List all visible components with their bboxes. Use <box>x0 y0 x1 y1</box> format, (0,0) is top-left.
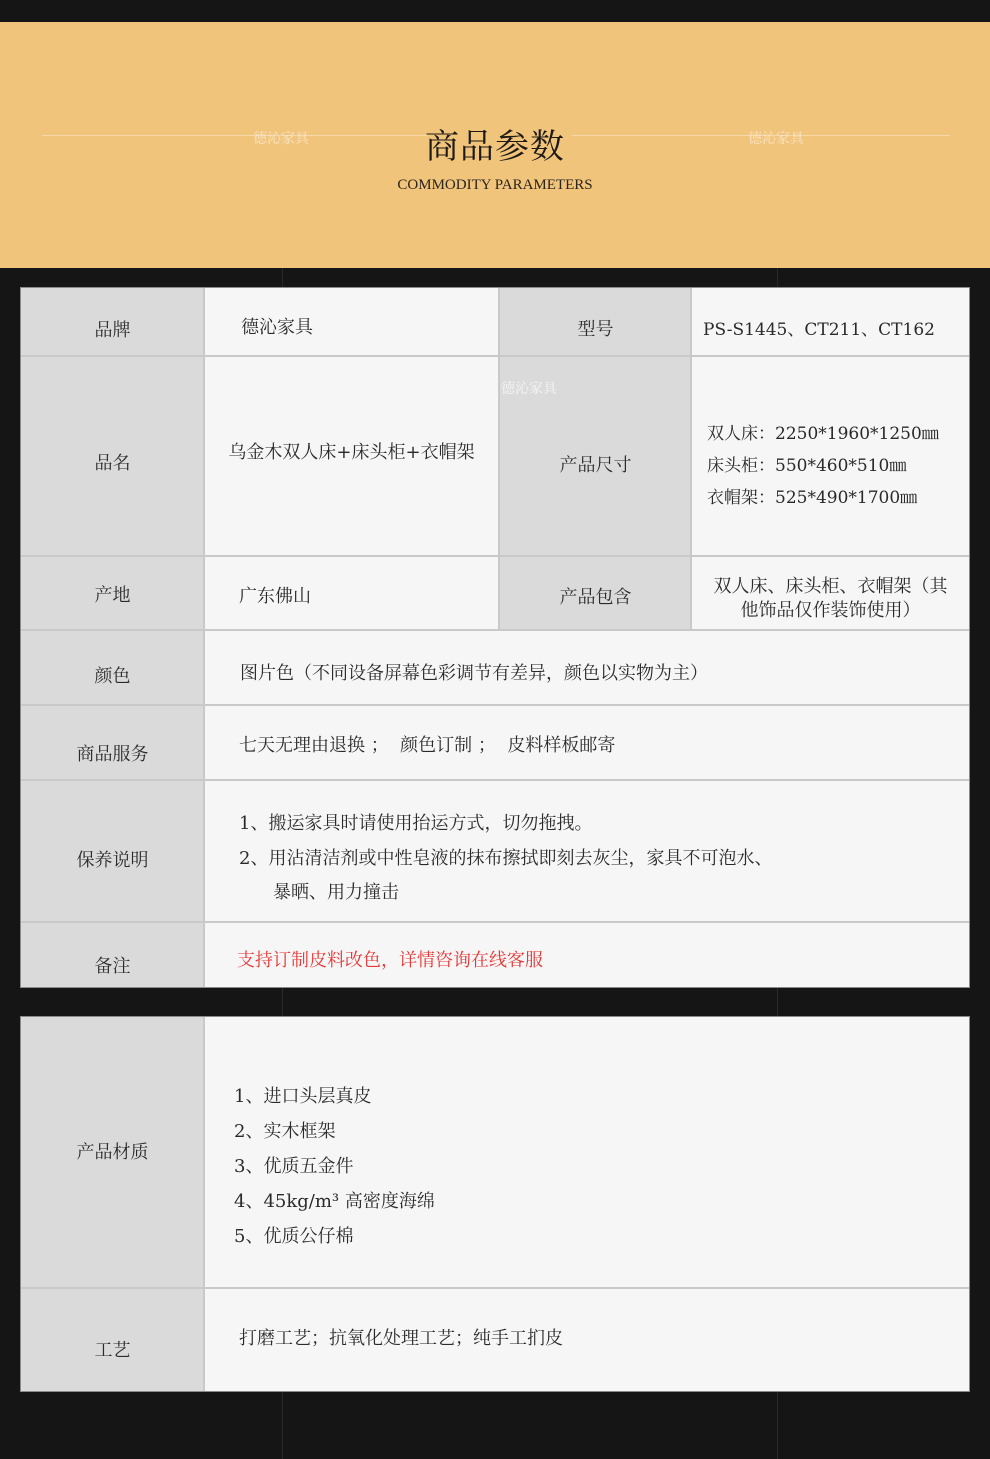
size-label: 产品尺寸 <box>559 455 632 476</box>
watermark-right: 德沁家具 <box>748 131 804 147</box>
brand-label: 品牌 <box>94 320 131 341</box>
name-label: 品名 <box>94 453 131 474</box>
care-label: 保养说明 <box>76 850 149 871</box>
material-item: 1、进口头层真皮 <box>234 1086 372 1107</box>
row-divider <box>21 704 969 706</box>
material-item: 3、优质五金件 <box>234 1156 354 1177</box>
service-label: 商品服务 <box>76 744 149 765</box>
material-table <box>20 1016 970 1392</box>
row-divider <box>21 779 969 781</box>
params-table <box>20 287 970 988</box>
name-value: 乌金木双人床+床头柜+衣帽架 <box>228 442 475 463</box>
model-label: 型号 <box>577 319 614 340</box>
craft-value: 打磨工艺；抗氧化处理工艺；纯手工扪皮 <box>239 1328 563 1349</box>
material-item: 4、45kg/m³ 高密度海绵 <box>234 1191 435 1212</box>
watermark-cell: 德沁家具 <box>501 381 557 397</box>
material-item: 2、实木框架 <box>234 1121 336 1142</box>
row-divider <box>21 555 969 557</box>
craft-label: 工艺 <box>94 1340 131 1361</box>
color-label: 颜色 <box>94 666 131 687</box>
col-divider <box>203 1017 205 1391</box>
care-line: 2、用沾清洁剂或中性皂液的抹布擦拭即刻去灰尘，家具不可泡水、 <box>239 848 773 869</box>
brand-value: 德沁家具 <box>241 317 313 338</box>
label-column <box>21 1017 204 1391</box>
origin-value: 广东佛山 <box>239 586 311 607</box>
includes-label: 产品包含 <box>559 587 632 608</box>
row-divider <box>21 1287 969 1289</box>
material-label: 产品材质 <box>76 1142 149 1163</box>
care-line: 1、搬运家具时请使用抬运方式，切勿拖拽。 <box>239 813 593 834</box>
size-line: 床头柜：550*460*510㎜ <box>707 456 907 476</box>
note-value: 支持订制皮料改色，详情咨询在线客服 <box>237 950 543 971</box>
row-divider <box>21 629 969 631</box>
color-value: 图片色（不同设备屏幕色彩调节有差异，颜色以实物为主） <box>240 663 708 684</box>
page-subtitle: COMMODITY PARAMETERS <box>397 177 593 193</box>
page-title: 商品参数 <box>425 127 565 167</box>
origin-label: 产地 <box>94 585 131 606</box>
note-label: 备注 <box>94 956 131 977</box>
includes-line: 他饰品仅作装饰使用） <box>740 600 921 621</box>
includes-line: 双人床、床头柜、衣帽架（其 <box>713 576 948 597</box>
model-value: PS-S1445、CT211、CT162 <box>703 320 935 340</box>
row-divider <box>21 355 969 357</box>
service-value: 七天无理由退换 ； 颜色订制 ； 皮料样板邮寄 <box>239 735 616 756</box>
watermark-left: 德沁家具 <box>253 131 309 147</box>
size-line: 双人床：2250*1960*1250㎜ <box>707 424 939 444</box>
label-column <box>21 288 204 987</box>
top-strip <box>0 0 990 22</box>
care-line: 暴晒、用力撞击 <box>273 882 399 903</box>
col-divider <box>203 288 205 987</box>
material-item: 5、优质公仔棉 <box>234 1226 354 1247</box>
row-divider <box>21 921 969 923</box>
size-line: 衣帽架：525*490*1700㎜ <box>707 488 918 508</box>
header-banner <box>0 22 990 268</box>
